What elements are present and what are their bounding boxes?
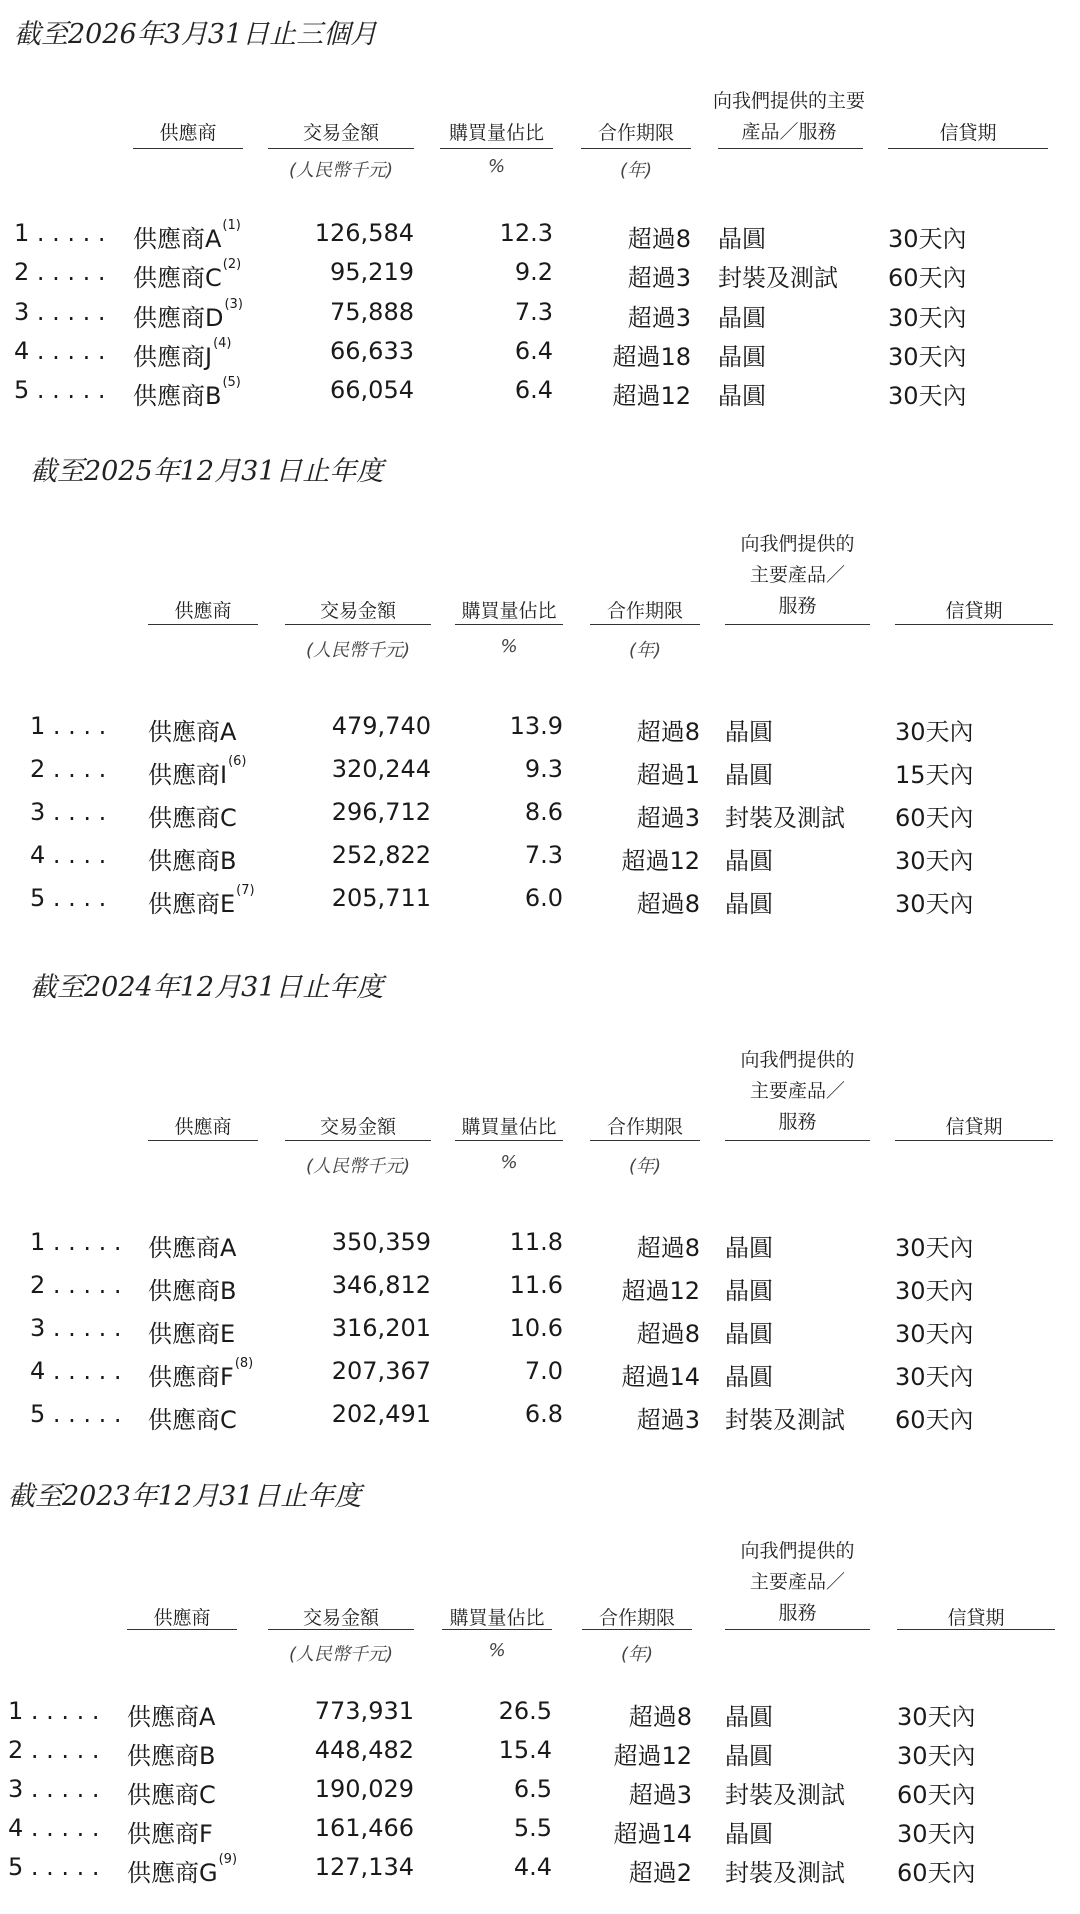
ratio: 7.0 bbox=[524, 1357, 563, 1385]
credit: 30天內 bbox=[897, 1742, 976, 1770]
supplier-name: 供應商B bbox=[148, 1277, 237, 1305]
period: 超過8 bbox=[628, 1703, 692, 1731]
supplier-name: 供應商F bbox=[127, 1820, 213, 1848]
rank: 4 . . . . bbox=[30, 841, 107, 869]
supplier-cell bbox=[127, 1814, 214, 1849]
header-ratio: 購買量佔比 bbox=[461, 1116, 557, 1138]
credit: 30天內 bbox=[888, 382, 967, 410]
unit-period: (年) bbox=[619, 160, 653, 181]
amount: 479,740 bbox=[331, 712, 431, 740]
amount: 126,584 bbox=[314, 219, 414, 247]
header-credit: 信貸期 bbox=[947, 1607, 1005, 1629]
rank: 1 . . . . . bbox=[30, 1228, 122, 1256]
product: 晶圓 bbox=[725, 718, 773, 746]
amount: 66,633 bbox=[330, 337, 414, 365]
rank: 3 . . . . . bbox=[30, 1314, 122, 1342]
header-underline bbox=[442, 1629, 552, 1630]
header-underline bbox=[455, 624, 563, 625]
product: 晶圓 bbox=[725, 761, 773, 789]
supplier-cell bbox=[133, 337, 232, 372]
rank: 3 . . . . . bbox=[8, 1775, 100, 1803]
credit: 30天內 bbox=[888, 225, 967, 253]
unit-ratio: % bbox=[487, 156, 506, 177]
footnote: (3) bbox=[224, 297, 243, 312]
header-period: 合作期限 bbox=[597, 122, 674, 144]
product: 晶圓 bbox=[725, 1363, 773, 1391]
section-title: 截至2025年12月31日止年度 bbox=[30, 456, 384, 487]
header-credit: 信貸期 bbox=[945, 600, 1003, 622]
header-underline bbox=[590, 1140, 700, 1141]
ratio: 5.5 bbox=[513, 1814, 552, 1842]
header-period: 合作期限 bbox=[598, 1607, 675, 1629]
header-underline bbox=[148, 1140, 258, 1141]
header-product-line1: 向我們提供的 bbox=[740, 1540, 855, 1562]
rank: 2 . . . . . bbox=[30, 1271, 122, 1299]
amount: 448,482 bbox=[314, 1736, 414, 1764]
supplier-cell bbox=[133, 298, 243, 333]
period: 超過12 bbox=[613, 1742, 692, 1770]
amount: 190,029 bbox=[314, 1775, 414, 1803]
header-product-line1: 向我們提供的 bbox=[740, 1049, 855, 1071]
supplier-name: 供應商I bbox=[148, 761, 228, 789]
rank: 2 . . . . . bbox=[14, 258, 106, 286]
unit-amount: (人民幣千元) bbox=[288, 1644, 394, 1665]
supplier-cell bbox=[148, 1400, 238, 1435]
supplier-name: 供應商C bbox=[148, 804, 237, 832]
supplier-name: 供應商A bbox=[133, 225, 222, 253]
period: 超過1 bbox=[636, 761, 700, 789]
unit-amount: (人民幣千元) bbox=[288, 160, 394, 181]
header-product-line2: 主要產品／ bbox=[749, 1080, 845, 1102]
amount: 316,201 bbox=[331, 1314, 431, 1342]
footnote: (2) bbox=[222, 257, 242, 272]
ratio: 6.0 bbox=[524, 884, 563, 912]
product: 晶圓 bbox=[725, 1234, 773, 1262]
rank: 5 . . . . bbox=[30, 884, 107, 912]
ratio: 6.4 bbox=[514, 376, 553, 404]
amount: 75,888 bbox=[330, 298, 414, 326]
supplier-cell bbox=[127, 1697, 216, 1732]
credit: 30天內 bbox=[888, 343, 967, 371]
header-product bbox=[704, 86, 874, 148]
supplier-cell bbox=[148, 1314, 236, 1349]
supplier-name: 供應商E bbox=[148, 1320, 236, 1348]
header-supplier: 供應商 bbox=[174, 1116, 232, 1138]
footnote: (5) bbox=[222, 375, 241, 390]
amount: 202,491 bbox=[331, 1400, 431, 1428]
ratio: 8.6 bbox=[524, 798, 563, 826]
header-underline bbox=[590, 624, 700, 625]
credit: 60天內 bbox=[895, 804, 974, 832]
header-amount: 交易金額 bbox=[302, 1607, 379, 1629]
period: 超過8 bbox=[636, 718, 700, 746]
header-product-line1: 向我們提供的 bbox=[740, 533, 855, 555]
rank: 1 . . . . . bbox=[14, 219, 106, 247]
header-underline bbox=[718, 148, 863, 149]
header-underline bbox=[285, 1140, 431, 1141]
header-underline bbox=[582, 1629, 692, 1630]
header-underline bbox=[133, 148, 243, 149]
header-underline bbox=[455, 1140, 563, 1141]
header-product bbox=[725, 1045, 870, 1138]
period: 超過2 bbox=[628, 1859, 692, 1887]
header-product bbox=[725, 1536, 870, 1629]
ratio: 15.4 bbox=[498, 1736, 552, 1764]
header-underline bbox=[285, 624, 431, 625]
supplier-name: 供應商C bbox=[148, 1406, 237, 1434]
amount: 346,812 bbox=[331, 1271, 431, 1299]
header-underline bbox=[897, 1629, 1055, 1630]
credit: 30天內 bbox=[888, 304, 967, 332]
credit: 30天內 bbox=[895, 1234, 974, 1262]
header-credit: 信貸期 bbox=[945, 1116, 1003, 1138]
supplier-name: 供應商J bbox=[133, 343, 213, 371]
header-underline bbox=[268, 148, 414, 149]
credit: 30天內 bbox=[895, 890, 974, 918]
supplier-cell bbox=[133, 219, 241, 254]
rank: 2 . . . . . bbox=[8, 1736, 100, 1764]
unit-amount: (人民幣千元) bbox=[305, 1156, 411, 1177]
period: 超過8 bbox=[636, 890, 700, 918]
header-ratio: 購買量佔比 bbox=[448, 122, 544, 144]
supplier-cell bbox=[148, 1228, 237, 1263]
section-title: 截至2024年12月31日止年度 bbox=[30, 972, 384, 1003]
ratio: 26.5 bbox=[498, 1697, 552, 1725]
ratio: 6.5 bbox=[513, 1775, 552, 1803]
supplier-name: 供應商B bbox=[133, 382, 222, 410]
header-product-line3: 服務 bbox=[778, 1602, 817, 1624]
header-underline bbox=[725, 1140, 870, 1141]
unit-amount: (人民幣千元) bbox=[305, 640, 411, 661]
rank: 2 . . . . bbox=[30, 755, 107, 783]
amount: 252,822 bbox=[331, 841, 431, 869]
header-underline bbox=[268, 1629, 414, 1630]
ratio: 10.6 bbox=[509, 1314, 563, 1342]
header-supplier: 供應商 bbox=[159, 122, 217, 144]
supplier-name: 供應商A bbox=[148, 718, 237, 746]
section-title: 截至2023年12月31日止年度 bbox=[8, 1481, 362, 1512]
period: 超過3 bbox=[627, 304, 691, 332]
supplier-name: 供應商B bbox=[148, 847, 237, 875]
section-title: 截至2026年3月31日止三個月 bbox=[14, 19, 378, 50]
supplier-name: 供應商C bbox=[133, 264, 222, 292]
rank: 4 . . . . . bbox=[30, 1357, 122, 1385]
ratio: 13.9 bbox=[509, 712, 563, 740]
header-period: 合作期限 bbox=[606, 1116, 683, 1138]
supplier-cell bbox=[127, 1853, 237, 1888]
product: 晶圓 bbox=[725, 1277, 773, 1305]
footnote: (6) bbox=[228, 754, 247, 769]
period: 超過8 bbox=[636, 1234, 700, 1262]
product: 封裝及測試 bbox=[725, 804, 845, 832]
period: 超過14 bbox=[621, 1363, 700, 1391]
amount: 320,244 bbox=[331, 755, 431, 783]
ratio: 7.3 bbox=[524, 841, 563, 869]
period: 超過3 bbox=[627, 264, 691, 292]
period: 超過12 bbox=[621, 847, 700, 875]
rank: 3 . . . . bbox=[30, 798, 107, 826]
period: 超過18 bbox=[612, 343, 691, 371]
supplier-name: 供應商B bbox=[127, 1742, 216, 1770]
amount: 207,367 bbox=[331, 1357, 431, 1385]
supplier-name: 供應商A bbox=[127, 1703, 216, 1731]
unit-ratio: % bbox=[500, 1152, 518, 1173]
credit: 60天內 bbox=[897, 1781, 976, 1809]
supplier-name: 供應商A bbox=[148, 1234, 237, 1262]
credit: 30天內 bbox=[897, 1820, 976, 1848]
ratio: 9.3 bbox=[524, 755, 563, 783]
header-underline bbox=[725, 624, 870, 625]
product: 晶圓 bbox=[725, 1820, 773, 1848]
footnote: (9) bbox=[218, 1852, 238, 1867]
supplier-cell bbox=[148, 841, 237, 876]
period: 超過14 bbox=[613, 1820, 692, 1848]
ratio: 11.6 bbox=[509, 1271, 563, 1299]
amount: 161,466 bbox=[314, 1814, 414, 1842]
header-ratio: 購買量佔比 bbox=[461, 600, 557, 622]
credit: 60天內 bbox=[895, 1406, 974, 1434]
product: 晶圓 bbox=[718, 343, 766, 371]
header-underline bbox=[581, 148, 691, 149]
credit: 30天內 bbox=[895, 718, 974, 746]
header-product-line2: 產品／服務 bbox=[741, 121, 837, 143]
supplier-name: 供應商C bbox=[127, 1781, 216, 1809]
unit-ratio: % bbox=[500, 636, 518, 657]
amount: 127,134 bbox=[314, 1853, 414, 1881]
product: 晶圓 bbox=[718, 382, 766, 410]
period: 超過3 bbox=[636, 1406, 700, 1434]
supplier-name: 供應商G bbox=[127, 1859, 218, 1887]
product: 晶圓 bbox=[725, 1703, 773, 1731]
product: 晶圓 bbox=[718, 304, 766, 332]
ratio: 6.8 bbox=[524, 1400, 563, 1428]
ratio: 4.4 bbox=[513, 1853, 552, 1881]
amount: 205,711 bbox=[331, 884, 431, 912]
period: 超過8 bbox=[636, 1320, 700, 1348]
footnote: (7) bbox=[236, 883, 255, 898]
credit: 60天內 bbox=[888, 264, 967, 292]
supplier-cell bbox=[148, 1357, 253, 1392]
rank: 4 . . . . . bbox=[8, 1814, 100, 1842]
unit-ratio: % bbox=[488, 1640, 506, 1661]
header-product-line2: 主要產品／ bbox=[749, 564, 845, 586]
header-product-line1: 向我們提供的主要 bbox=[712, 90, 865, 112]
header-underline bbox=[127, 1629, 237, 1630]
credit: 15天內 bbox=[895, 761, 974, 789]
supplier-cell bbox=[133, 376, 241, 411]
amount: 350,359 bbox=[331, 1228, 431, 1256]
supplier-name: 供應商F bbox=[148, 1363, 234, 1391]
header-supplier: 供應商 bbox=[174, 600, 232, 622]
supplier-cell bbox=[127, 1775, 217, 1810]
header-underline bbox=[895, 1140, 1053, 1141]
header-underline bbox=[895, 624, 1053, 625]
product: 晶圓 bbox=[718, 225, 766, 253]
period: 超過8 bbox=[627, 225, 691, 253]
unit-period: (年) bbox=[628, 640, 662, 661]
ratio: 6.4 bbox=[514, 337, 553, 365]
header-underline bbox=[888, 148, 1048, 149]
product: 晶圓 bbox=[725, 1742, 773, 1770]
header-amount: 交易金額 bbox=[302, 122, 379, 144]
amount: 66,054 bbox=[330, 376, 414, 404]
ratio: 9.2 bbox=[514, 258, 553, 286]
period: 超過12 bbox=[621, 1277, 700, 1305]
supplier-cell bbox=[148, 798, 238, 833]
supplier-name: 供應商E bbox=[148, 890, 236, 918]
header-underline bbox=[148, 624, 258, 625]
header-underline bbox=[725, 1629, 870, 1630]
header-credit: 信貸期 bbox=[939, 122, 997, 144]
supplier-cell bbox=[148, 1271, 237, 1306]
period: 超過3 bbox=[628, 1781, 692, 1809]
header-supplier: 供應商 bbox=[153, 1607, 211, 1629]
amount: 773,931 bbox=[314, 1697, 414, 1725]
header-amount: 交易金額 bbox=[319, 1116, 396, 1138]
ratio: 11.8 bbox=[509, 1228, 563, 1256]
credit: 60天內 bbox=[897, 1859, 976, 1887]
supplier-cell bbox=[127, 1736, 216, 1771]
rank: 1 . . . . . bbox=[8, 1697, 100, 1725]
ratio: 7.3 bbox=[514, 298, 553, 326]
product: 晶圓 bbox=[725, 1320, 773, 1348]
rank: 5 . . . . . bbox=[30, 1400, 122, 1428]
unit-period: (年) bbox=[620, 1644, 654, 1665]
unit-period: (年) bbox=[628, 1156, 662, 1177]
product: 封裝及測試 bbox=[725, 1781, 845, 1809]
product: 晶圓 bbox=[725, 847, 773, 875]
ratio: 12.3 bbox=[499, 219, 553, 247]
period: 超過3 bbox=[636, 804, 700, 832]
product: 封裝及測試 bbox=[725, 1859, 845, 1887]
rank: 1 . . . . bbox=[30, 712, 107, 740]
rank: 5 . . . . . bbox=[8, 1853, 100, 1881]
header-product-line3: 服務 bbox=[778, 1111, 817, 1133]
credit: 30天內 bbox=[895, 1277, 974, 1305]
rank: 3 . . . . . bbox=[14, 298, 106, 326]
product: 封裝及測試 bbox=[718, 264, 838, 292]
footnote: (8) bbox=[234, 1356, 254, 1371]
header-product-line3: 服務 bbox=[778, 595, 817, 617]
footnote: (1) bbox=[222, 218, 241, 233]
amount: 296,712 bbox=[331, 798, 431, 826]
supplier-name: 供應商D bbox=[133, 304, 224, 332]
footnote: (4) bbox=[213, 336, 232, 351]
header-underline bbox=[440, 148, 553, 149]
supplier-cell bbox=[133, 258, 241, 293]
amount: 95,219 bbox=[330, 258, 414, 286]
credit: 30天內 bbox=[895, 847, 974, 875]
header-amount: 交易金額 bbox=[319, 600, 396, 622]
header-period: 合作期限 bbox=[606, 600, 683, 622]
supplier-cell bbox=[148, 712, 237, 747]
rank: 4 . . . . . bbox=[14, 337, 106, 365]
period: 超過12 bbox=[612, 382, 691, 410]
header-product bbox=[725, 529, 870, 622]
supplier-cell bbox=[148, 755, 247, 790]
rank: 5 . . . . . bbox=[14, 376, 106, 404]
supplier-cell bbox=[148, 884, 255, 919]
header-product-line2: 主要產品／ bbox=[749, 1571, 845, 1593]
product: 晶圓 bbox=[725, 890, 773, 918]
product: 封裝及測試 bbox=[725, 1406, 845, 1434]
header-ratio: 購買量佔比 bbox=[449, 1607, 545, 1629]
credit: 30天內 bbox=[897, 1703, 976, 1731]
credit: 30天內 bbox=[895, 1363, 974, 1391]
credit: 30天內 bbox=[895, 1320, 974, 1348]
